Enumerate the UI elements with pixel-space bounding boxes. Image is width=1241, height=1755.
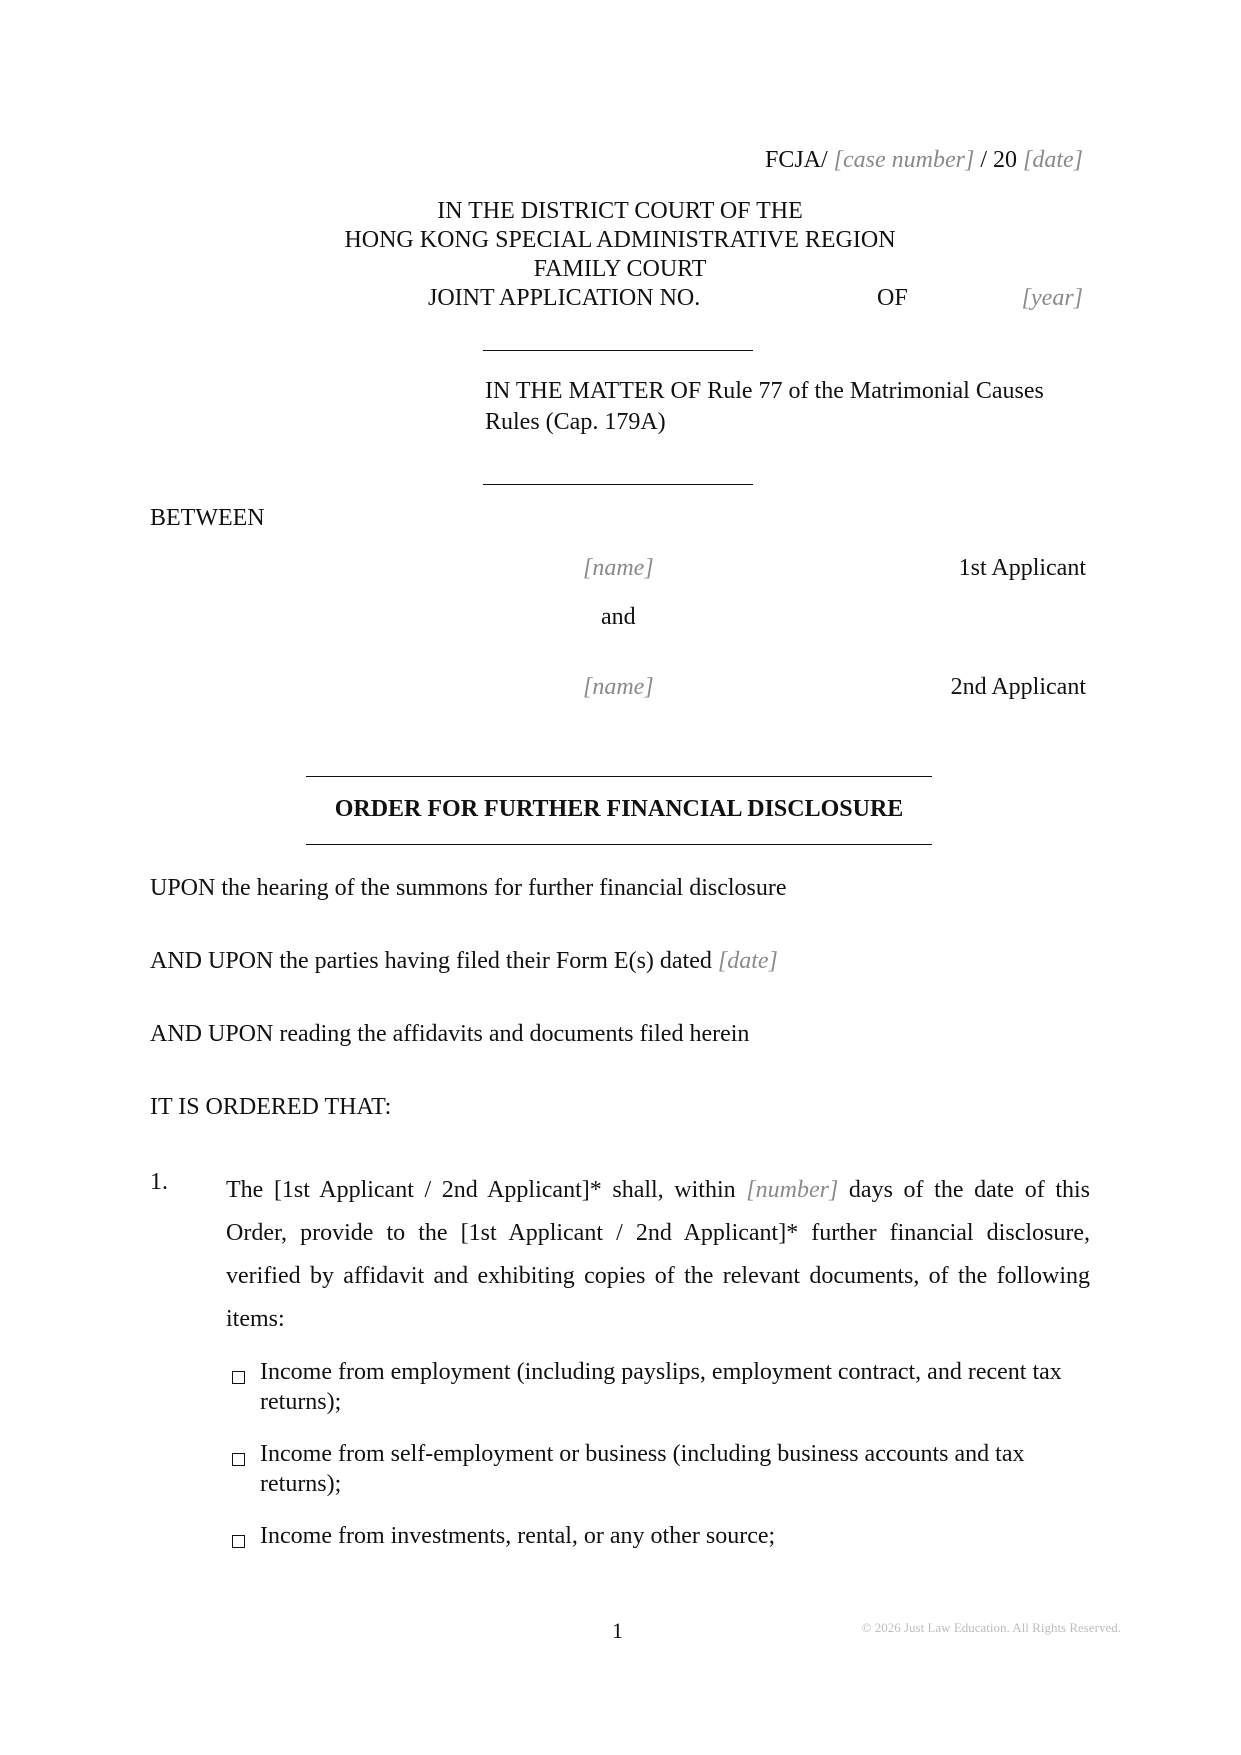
title-top-rule (306, 776, 932, 777)
recital-upon-hearing: UPON the hearing of the summons for further financial disclosure (150, 875, 787, 901)
order-1-text-b: days of the date of this Order, provide to the [1st Applicant / 2nd Applicant]* further financial disclosure, verified by affidavit and exhibiting copies of the relevant documents, of the following items: (226, 1177, 1090, 1332)
joint-application-label: JOINT APPLICATION NO. (428, 285, 701, 311)
matter-bottom-rule (483, 484, 753, 485)
matter-statement: IN THE MATTER OF Rule 77 of the Matrimonial Causes Rules (Cap. 179A) (485, 378, 1044, 435)
of-label: OF (877, 285, 908, 311)
case-prefix: FCJA/ (764, 147, 828, 173)
case-reference (765, 147, 1083, 174)
court-heading-line1: IN THE DISTRICT COURT OF THE (437, 198, 803, 224)
order-title: ORDER FOR FURTHER FINANCIAL DISCLOSURE (334, 796, 904, 822)
title-bottom-rule (306, 844, 932, 845)
second-applicant-role: 2nd Applicant (950, 674, 1086, 700)
recital-upon-forms (150, 948, 778, 975)
order-paragraph-1 (226, 1169, 1090, 1341)
disclosure-item-employment: Income from employment (including payslips, employment contract, and recent tax returns); (260, 1359, 1062, 1415)
copyright-notice: © 2026 Just Law Education. All Rights Reserved. (861, 1620, 1121, 1635)
between-label: BETWEEN (150, 505, 265, 531)
forms-date-placeholder[interactable]: [date] (717, 948, 778, 974)
order-number-1: 1. (150, 1169, 168, 1195)
page-number: 1 (612, 1618, 623, 1643)
case-date-placeholder[interactable]: [date] (1023, 147, 1083, 173)
days-number-placeholder[interactable]: [number] (746, 1177, 839, 1203)
court-heading-line2: HONG KONG SPECIAL ADMINISTRATIVE REGION (344, 227, 896, 253)
disclosure-item-self-employment: Income from self-employment or business (including business accounts and tax returns); (260, 1441, 1025, 1497)
recital-upon-reading: AND UPON reading the affidavits and documents filed herein (150, 1021, 750, 1047)
checkbox-icon[interactable] (232, 1535, 245, 1548)
first-applicant-role: 1st Applicant (958, 555, 1086, 581)
matter-top-rule (483, 350, 753, 351)
case-number-placeholder[interactable]: [case number] (833, 147, 975, 173)
year-placeholder[interactable]: [year] (1021, 285, 1083, 311)
recital-upon-forms-text: AND UPON the parties having filed their Form E(s) dated (150, 948, 712, 974)
court-heading-line3: FAMILY COURT (533, 256, 707, 282)
checkbox-icon[interactable] (232, 1371, 245, 1384)
checkbox-icon[interactable] (232, 1453, 245, 1466)
case-year-separator: / 20 (980, 147, 1017, 173)
second-applicant-name-placeholder[interactable]: [name] (583, 674, 654, 700)
disclosure-item-investments: Income from investments, rental, or any other source; (260, 1523, 776, 1549)
and-label: and (601, 604, 636, 630)
it-is-ordered: IT IS ORDERED THAT: (150, 1094, 392, 1120)
order-1-text-a: The [1st Applicant / 2nd Applicant]* shall, within (226, 1177, 736, 1203)
first-applicant-name-placeholder[interactable]: [name] (583, 555, 654, 581)
